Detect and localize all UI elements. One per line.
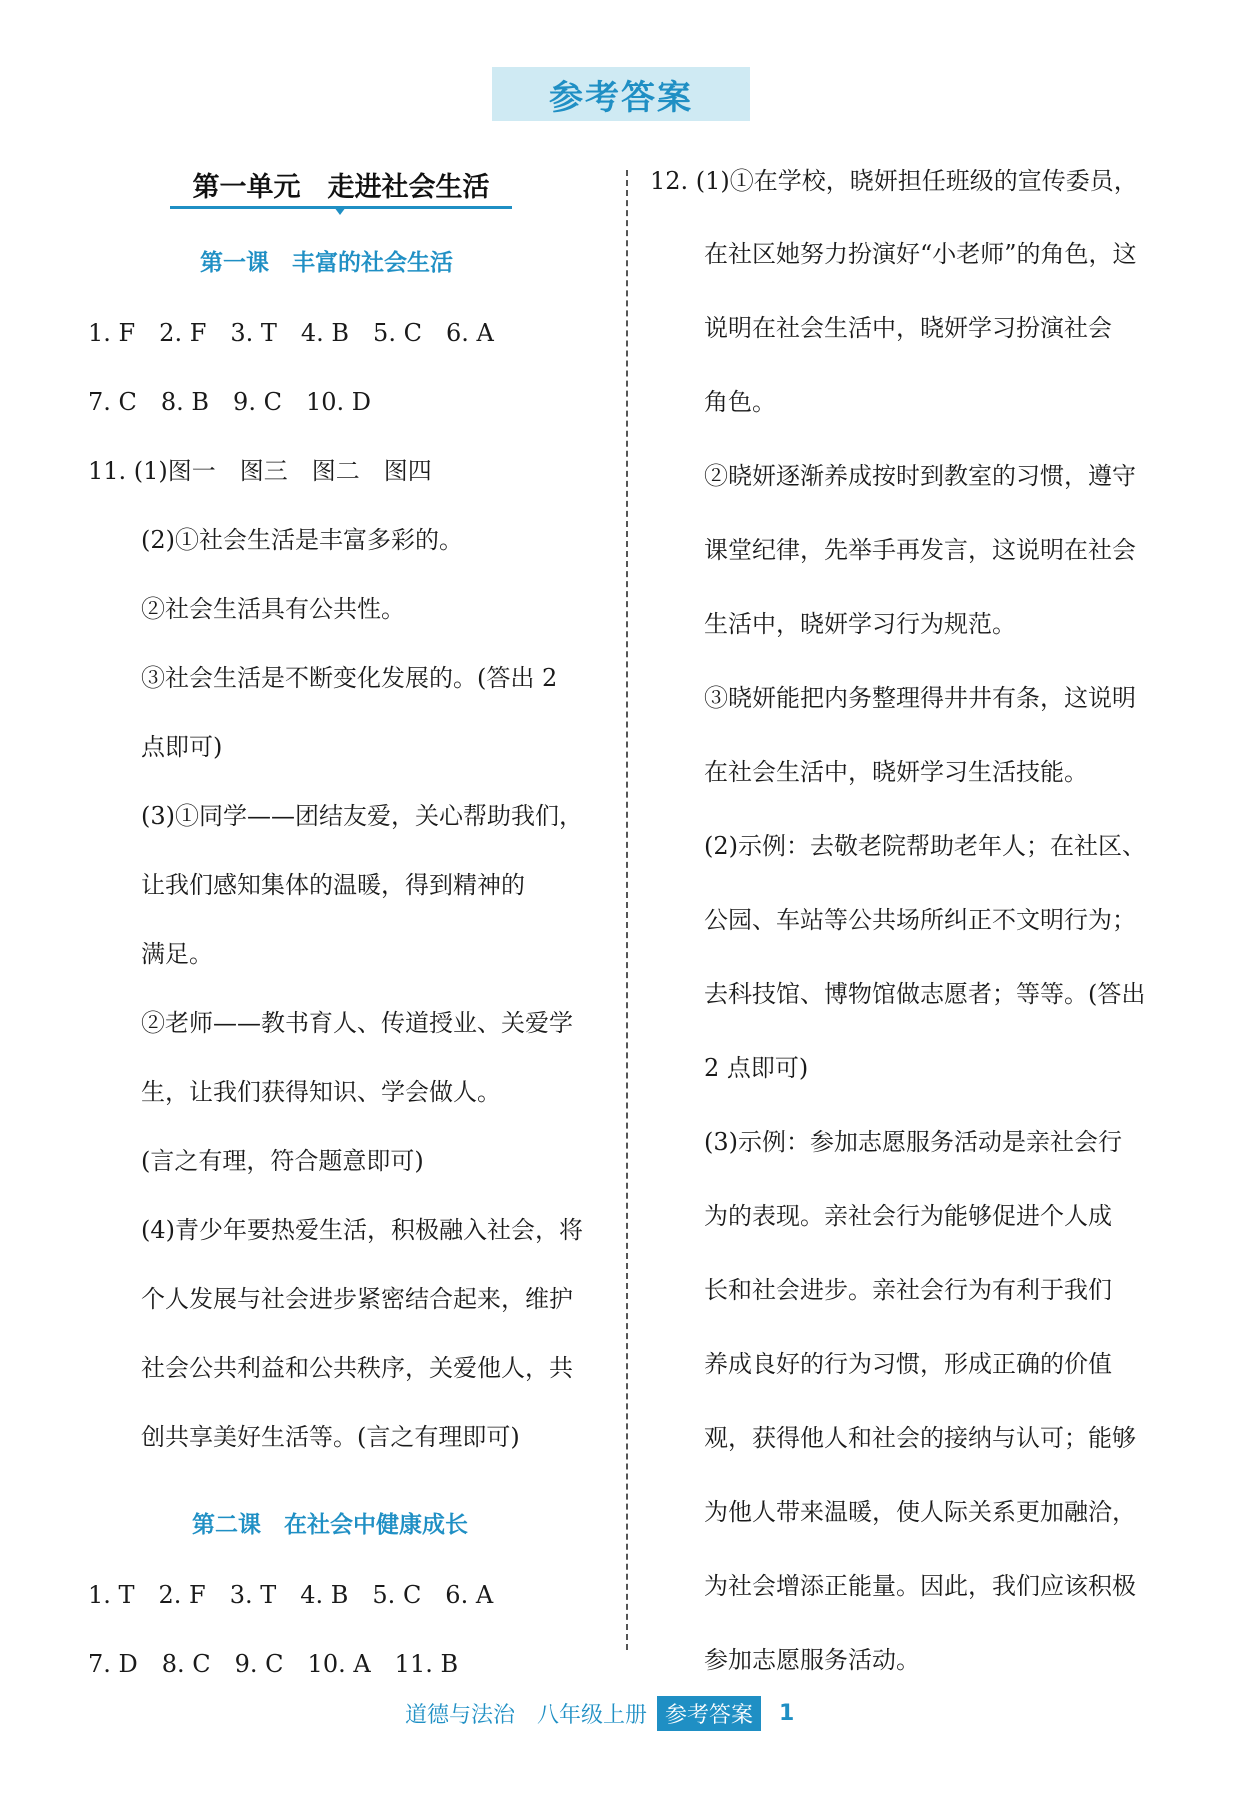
- answer-line: (3)示例：参加志愿服务活动是亲社会行: [704, 1128, 1122, 1156]
- unit-heading: 第一单元 走进社会生活: [192, 172, 490, 203]
- answer-line: ②老师——教书育人、传道授业、关爱学: [141, 1009, 573, 1037]
- answer-line: ③社会生活是不断变化发展的。(答出 2: [141, 664, 558, 692]
- answer-line: 2 点即可): [704, 1054, 809, 1082]
- unit-underline-marker: [334, 207, 346, 215]
- answer-line: (4)青少年要热爱生活，积极融入社会，将: [141, 1216, 583, 1244]
- answer-line: 1. T 2. F 3. T 4. B 5. C 6. A: [88, 1581, 494, 1609]
- answer-line: 课堂纪律，先举手再发言，这说明在社会: [704, 536, 1136, 564]
- answer-line: 生，让我们获得知识、学会做人。: [141, 1078, 501, 1106]
- answer-line: 7. C 8. B 9. C 10. D: [88, 388, 371, 416]
- answer-line: (3)①同学——团结友爱，关心帮助我们，: [141, 802, 583, 830]
- answer-line: 长和社会进步。亲社会行为有利于我们: [704, 1276, 1112, 1304]
- answer-line: 观，获得他人和社会的接纳与认可；能够: [704, 1424, 1136, 1452]
- page-title: 参考答案: [549, 77, 693, 118]
- lesson-heading-2: 第二课 在社会中健康成长: [192, 1512, 468, 1538]
- answer-line: 角色。: [704, 388, 776, 416]
- answer-line: ②晓妍逐渐养成按时到教室的习惯，遵守: [704, 462, 1136, 490]
- answer-line: 说明在社会生活中，晓妍学习扮演社会: [704, 314, 1112, 342]
- answer-line: 在社区她努力扮演好“小老师”的角色，这: [704, 240, 1137, 268]
- answer-line: (2)①社会生活是丰富多彩的。: [141, 526, 463, 554]
- answer-line: 社会公共利益和公共秩序，关爱他人，共: [141, 1354, 573, 1382]
- answer-line: 去科技馆、博物馆做志愿者；等等。(答出: [704, 980, 1146, 1008]
- answer-line: 为的表现。亲社会行为能够促进个人成: [704, 1202, 1112, 1230]
- answer-line: 11. (1)图一 图三 图二 图四: [88, 457, 432, 485]
- answer-line: 满足。: [141, 940, 213, 968]
- footer-subject: 道德与法治 八年级上册: [405, 1702, 648, 1728]
- answer-line: 个人发展与社会进步紧密结合起来，维护: [141, 1285, 573, 1313]
- answer-line: 让我们感知集体的温暖，得到精神的: [141, 871, 525, 899]
- answer-line: 点即可): [141, 733, 223, 761]
- answer-line: 公园、车站等公共场所纠正不文明行为；: [704, 906, 1136, 934]
- answer-line: ②社会生活具有公共性。: [141, 595, 405, 623]
- answer-line: 在社会生活中，晓妍学习生活技能。: [704, 758, 1088, 786]
- answer-line: (言之有理，符合题意即可): [141, 1147, 424, 1175]
- answer-line: 为社会增添正能量。因此，我们应该积极: [704, 1572, 1136, 1600]
- column-divider: [626, 170, 628, 1650]
- answer-line: 参加志愿服务活动。: [704, 1646, 920, 1674]
- answer-line: (2)示例：去敬老院帮助老年人；在社区、: [704, 832, 1146, 860]
- page-title-box: [492, 67, 750, 121]
- answer-line: 创共享美好生活等。(言之有理即可): [141, 1423, 520, 1451]
- answer-line: ③晓妍能把内务整理得井井有条，这说明: [704, 684, 1136, 712]
- answer-line: 12. (1)①在学校，晓妍担任班级的宣传委员，: [650, 167, 1138, 195]
- answer-line: 生活中，晓妍学习行为规范。: [704, 610, 1016, 638]
- answer-line: 1. F 2. F 3. T 4. B 5. C 6. A: [88, 319, 494, 347]
- answer-line: 养成良好的行为习惯，形成正确的价值: [704, 1350, 1112, 1378]
- page-number: 1: [779, 1700, 795, 1726]
- footer-badge: 参考答案: [657, 1696, 761, 1731]
- answer-line: 7. D 8. C 9. C 10. A 11. B: [88, 1650, 459, 1678]
- page-footer: [405, 1696, 794, 1730]
- lesson-heading-1: 第一课 丰富的社会生活: [200, 250, 453, 276]
- answer-line: 为他人带来温暖，使人际关系更加融洽，: [704, 1498, 1136, 1526]
